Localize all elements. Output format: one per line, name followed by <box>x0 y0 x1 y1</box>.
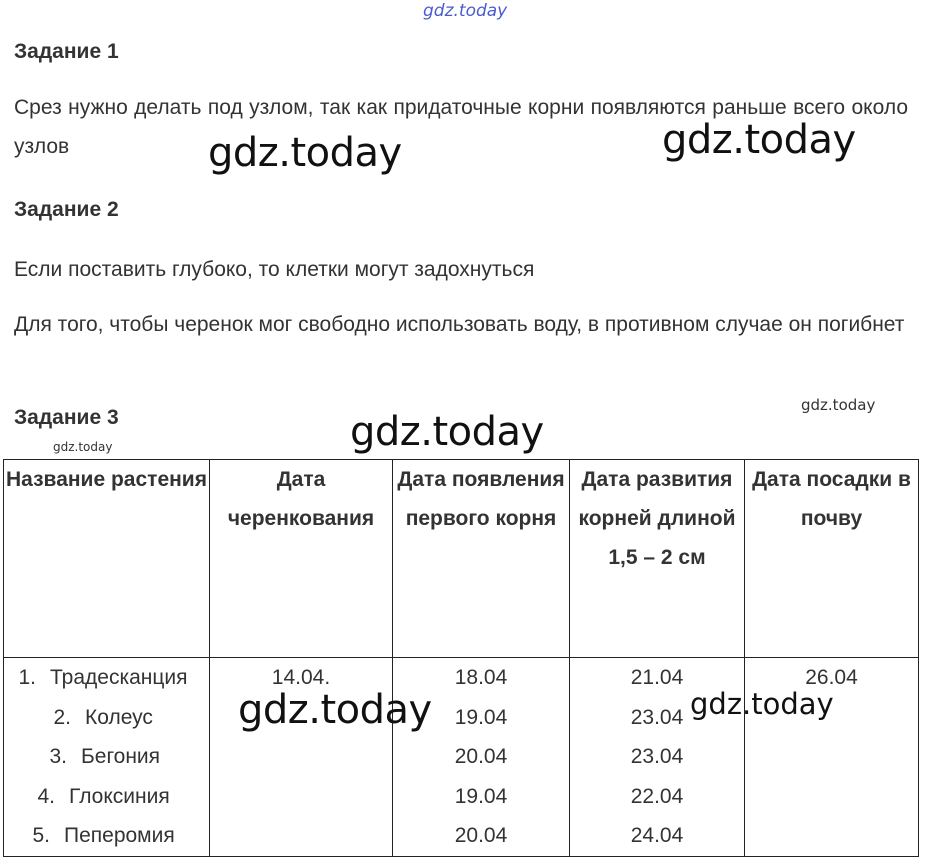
planting-date: 26.04 <box>805 666 858 689</box>
watermark: gdz.today <box>801 396 876 414</box>
root-development-date: 21.04 <box>630 666 684 689</box>
plant-number: 1. <box>18 666 36 689</box>
plant-name: Традесканция <box>50 666 188 689</box>
task-2-heading: Задание 2 <box>14 198 119 221</box>
watermark-top: gdz.today <box>423 1 508 21</box>
task-2-text-1: Если поставить глубоко, то клетки могут задохнуться <box>14 258 535 281</box>
header-root-development-date: Дата развития корней длиной 1,5 – 2 см <box>570 460 745 658</box>
plant-item <box>4 777 209 817</box>
first-root-date: 19.04 <box>454 705 508 729</box>
plant-number: 4. <box>37 784 55 808</box>
task-3-heading: Задание 3 <box>14 406 119 429</box>
watermark: gdz.today <box>690 687 834 721</box>
plant-number: 2. <box>53 705 71 729</box>
task-1-text: Срез нужно делать под узлом, так как придаточные корни появляются раньше всего около узлов <box>14 96 908 158</box>
plant-name: Колеус <box>85 705 153 729</box>
plant-name: Бегония <box>81 745 161 768</box>
plant-name: Глоксиния <box>69 784 170 808</box>
task-2-text-2: Для того, чтобы черенок мог свободно использовать воду, в противном случае он погибнет <box>14 313 905 336</box>
table-header-row <box>4 460 919 658</box>
plant-item <box>4 737 209 777</box>
plant-number: 3. <box>49 745 67 768</box>
header-first-root-date: Дата появления первого корня <box>393 460 570 658</box>
first-root-date: 19.04 <box>454 784 508 808</box>
task-1-heading: Задание 1 <box>14 40 119 63</box>
first-root-date: 18.04 <box>454 666 508 689</box>
first-root-date: 20.04 <box>454 745 508 768</box>
root-development-date: 24.04 <box>630 824 684 847</box>
first-root-date: 20.04 <box>454 824 508 847</box>
watermark: gdz.today <box>662 117 856 163</box>
watermark: gdz.today <box>53 440 113 454</box>
cutting-date: 14.04. <box>271 666 331 689</box>
plant-item <box>4 816 209 856</box>
watermark: gdz.today <box>238 687 432 733</box>
plant-item <box>4 658 209 698</box>
results-table <box>3 459 919 857</box>
watermark: gdz.today <box>208 130 402 176</box>
plant-number: 5. <box>32 824 50 847</box>
watermark: gdz.today <box>350 409 544 455</box>
plant-name: Пеперомия <box>64 824 175 847</box>
root-development-date: 23.04 <box>630 705 684 729</box>
header-plant-name: Название растения <box>4 460 210 658</box>
plant-names-cell <box>4 658 210 857</box>
header-planting-date: Дата посадки в почву <box>745 460 919 658</box>
header-cutting-date: Дата черенкования <box>210 460 393 658</box>
root-development-date: 22.04 <box>630 784 684 808</box>
root-development-date: 23.04 <box>630 745 684 768</box>
plant-item <box>4 698 209 738</box>
